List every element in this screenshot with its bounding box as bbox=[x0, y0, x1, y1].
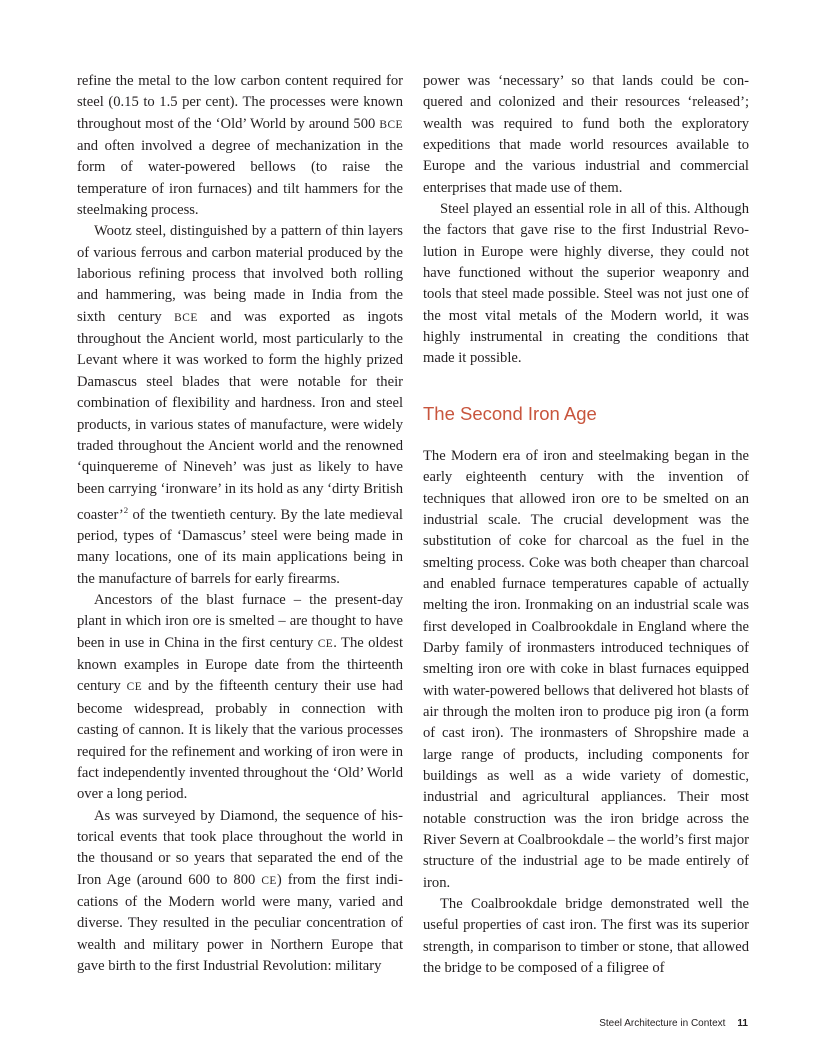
section-heading: The Second Iron Age bbox=[423, 402, 597, 424]
paragraph: power was ‘necessary’ so that lands could be conquered and colonized and their resources ‘released’; wealth was required to fund both the exploratory expeditions that made world resources available to Europe and the various industrial and commercial enterprises that made use of them. bbox=[423, 73, 749, 196]
running-title: Steel Architecture in Context bbox=[599, 1018, 726, 1029]
paragraph: refine the metal to the low carbon content required for steel (0.15 to 1.5 per cent). The processes were known throughout most of the ‘Old’ World by around 500 BCE and often involved a degree of mechanization in the form of water-powered bellows (to raise the temperature of iron furnaces) and tilt hammers for the steelmaking process. bbox=[77, 73, 403, 219]
left-column bbox=[77, 71, 403, 977]
paragraph: Wootz steel, distinguished by a pattern of thin layers of various ferrous and carbon material produced by the laborious refining process that involved both rolling and hammering, was being made in India from the sixth century BCE and was exported as ingots throughout the Ancient world, most particularly to the Levant where it was worked to form the highly prized Damascus steel blades that were notable for their combination of flexibility and hardness. Iron and steel products, in various states of manufacture, were widely traded throughout the Ancient world and the renowned ‘quinquereme of Nineveh’ was just as likely to have been carrying ‘ironware’ in its hold as any ‘dirty British coaster’$^2$ of the twentieth century. By the late medieval period, types of ‘Damascus’ steel were being made in many locations, one of its main applications being in the manufacture of barrels for early firearms. bbox=[77, 223, 403, 587]
paragraph: The Modern era of iron and steelmaking began in the early eighteenth century with the invention of techniques that allowed iron ore to be smelted on an industrial scale. The crucial development was the substitution of coke for charcoal as the fuel in the smelting process. Coke was both cheaper than charcoal and enabled furnace temperatures capable of actually melting the iron. Ironmaking on an industrial scale was first developed in Coalbrookdale in England where the Darby family of ironmasters introduced techniques of smelting iron ore with coke in blast furnaces equipped with water-powered bellows that delivered hot blasts of air through the molten iron to produce pig iron (a form of cast iron). The ironmasters of Shropshire made a large range of products, including components for buildings as well as a wide variety of domestic, industrial and agricultural appliances. Their most notable construction was the iron bridge across the River Severn at Coalbrookdale – the world’s first major structure of the industrial age to be made entirely of iron. bbox=[423, 447, 749, 891]
paragraph: As was surveyed by Diamond, the sequence of historical events that took place throughout the world in the thousand or so years that separated the end of the Iron Age (around 600 to 800 CE) from the first indications of the Modern world were many, varied and diverse. They resulted in the peculiar concentration of wealth and military power in Northern Europe that gave birth to the first Industrial Revolution: military bbox=[77, 807, 403, 974]
footnote-marker: 2 bbox=[123, 504, 129, 515]
paragraph: Ancestors of the blast furnace – the present-day plant in which iron ore is smelted – are thought to have been in use in China in the first century CE. The oldest known examples in Europe date from the thirteenth century CE and by the fifteenth century their use had become widespread, probably in connection with casting of cannon. It is likely that the various processes required for the refinement and working of iron were in fact independently invented throughout the ‘Old’ World over a long period. bbox=[77, 592, 403, 803]
paragraph: The Coalbrookdale bridge demonstrated well the useful properties of cast iron. The first was its superior strength, in comparison to timber or stone, that allowed the bridge to be composed of a filigree of bbox=[423, 896, 749, 977]
page-number: 11 bbox=[737, 1018, 748, 1029]
page-footer bbox=[599, 1018, 748, 1029]
paragraph: Steel played an essential role in all of this. Although the factors that gave rise to the first Industrial Revolution in Europe were highly diverse, they could not have functioned without the superior weaponry and tools that steel made possible. Steel was not just one of the most vital metals of the Modern world, it was highly instrumental in creating the conditions that made it possible. bbox=[423, 201, 749, 367]
right-column bbox=[423, 71, 749, 979]
